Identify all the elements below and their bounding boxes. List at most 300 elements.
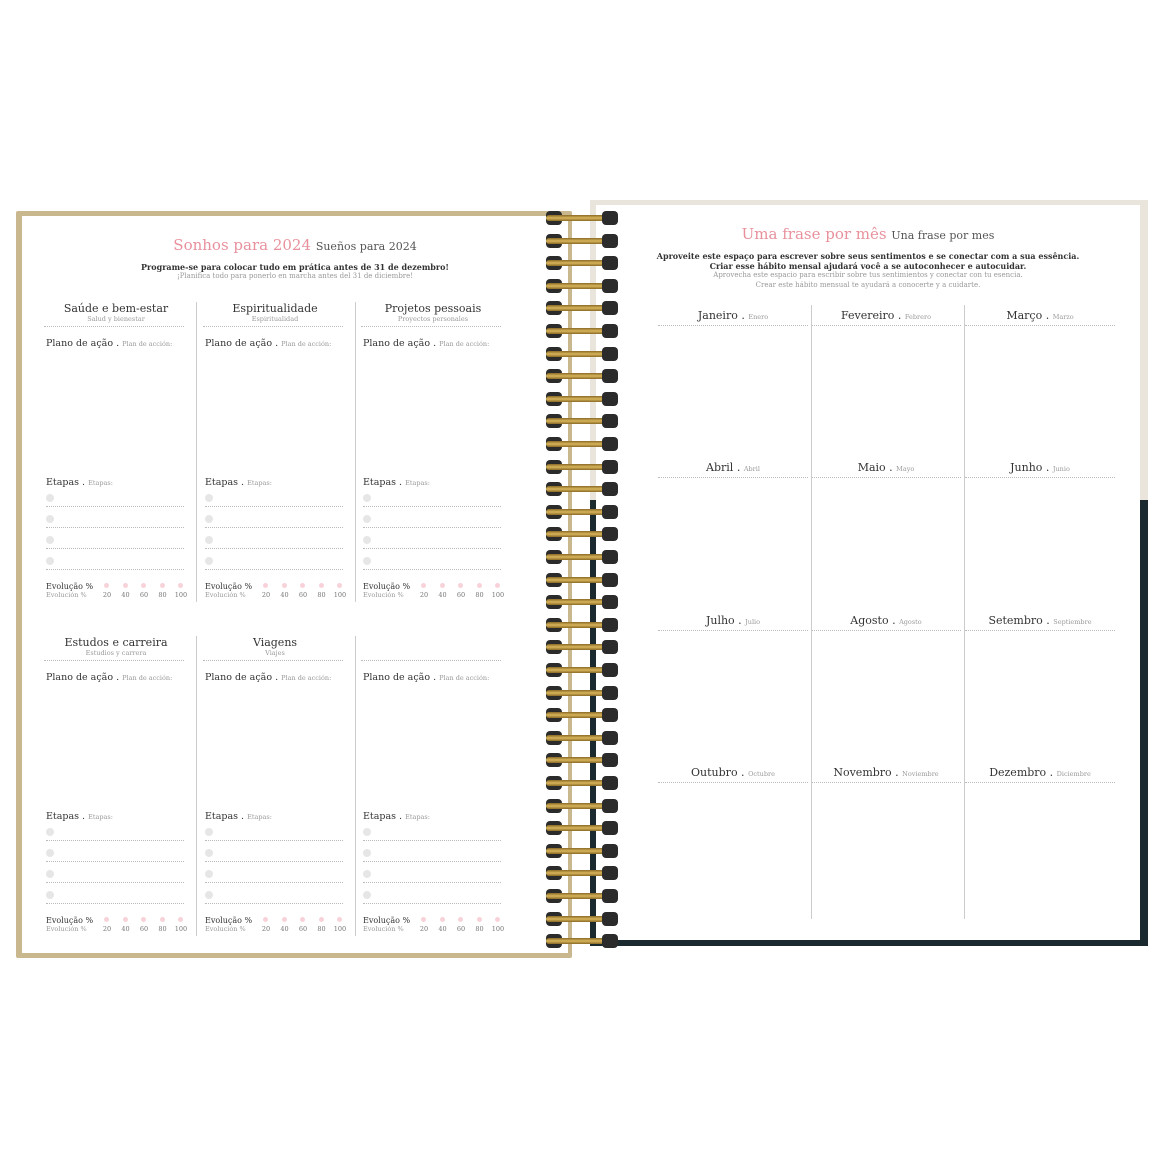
progress-dot[interactable] (282, 917, 287, 922)
step-checkbox-icon[interactable] (363, 494, 371, 502)
progress-dot[interactable] (141, 583, 146, 588)
evolution-label: Evolução % (46, 916, 94, 925)
coil-wire (546, 351, 606, 357)
goal-section (44, 302, 188, 602)
month-name: Setembro . (988, 614, 1050, 627)
percent-tick: 60 (139, 591, 149, 599)
progress-dot[interactable] (421, 583, 426, 588)
section-divider (44, 326, 184, 327)
step-checkbox-icon[interactable] (205, 891, 213, 899)
percent-tick: 20 (419, 925, 429, 933)
plan-label-es: Plan de acción: (439, 674, 490, 682)
steps-label-pt: Etapas . (46, 477, 86, 488)
step-row[interactable] (363, 534, 501, 549)
progress-dot[interactable] (104, 583, 109, 588)
column-divider (355, 636, 356, 936)
plan-label (46, 672, 172, 683)
spiral-coil (546, 775, 618, 791)
percent-tick: 20 (102, 925, 112, 933)
step-checkbox-icon[interactable] (363, 828, 371, 836)
coil-wire (546, 622, 606, 628)
progress-dot[interactable] (319, 583, 324, 588)
goal-section (203, 302, 347, 602)
coil-wire (546, 870, 606, 876)
step-row[interactable] (205, 534, 343, 549)
step-checkbox-icon[interactable] (205, 828, 213, 836)
column-divider (964, 305, 965, 919)
progress-dot[interactable] (300, 583, 305, 588)
percent-tick: 40 (438, 925, 447, 933)
month-name-es: Febrero (904, 313, 932, 321)
plan-label-es: Plan de acción: (439, 340, 490, 348)
spiral-coil (546, 572, 618, 588)
evolution-label-es: Evolución % (46, 925, 87, 933)
percent-tick: 60 (456, 591, 466, 599)
plan-label-pt: Plano de ação . (205, 672, 279, 683)
month-label (811, 309, 961, 322)
progress-dot[interactable] (263, 583, 268, 588)
progress-dot[interactable] (495, 917, 500, 922)
progress-dot[interactable] (458, 917, 463, 922)
month-divider (811, 325, 961, 326)
percent-tick: 80 (158, 591, 167, 599)
section-title: Viagens (252, 636, 298, 649)
coil-hole-right (602, 844, 618, 858)
step-row[interactable] (46, 826, 184, 841)
steps-label (46, 477, 113, 488)
step-checkbox-icon[interactable] (363, 515, 371, 523)
progress-dot[interactable] (477, 583, 482, 588)
month-divider (811, 782, 961, 783)
percent-tick: 20 (102, 591, 112, 599)
coil-hole-right (602, 234, 618, 248)
coil-wire (546, 509, 606, 515)
step-checkbox-icon[interactable] (363, 891, 371, 899)
intro-line-1: Aproveite este espaço para escrever sobre seus sentimentos e se conectar com a sua essência. (656, 251, 1080, 261)
progress-dot[interactable] (495, 583, 500, 588)
step-checkbox-icon[interactable] (205, 870, 213, 878)
progress-dot[interactable] (477, 917, 482, 922)
section-title: Saúde e bem-estar (63, 302, 169, 315)
month-divider (965, 477, 1115, 478)
coil-hole-right (602, 392, 618, 406)
coil-wire (546, 735, 606, 741)
steps-label-es: Etapas: (247, 813, 272, 821)
month-name: Julho . (705, 614, 742, 627)
step-row[interactable] (205, 513, 343, 528)
progress-dot[interactable] (300, 917, 305, 922)
coil-hole-right (602, 347, 618, 361)
coil-wire (546, 283, 606, 289)
spiral-coil (546, 865, 618, 881)
percent-tick: 80 (475, 591, 484, 599)
step-checkbox-icon[interactable] (46, 828, 54, 836)
coil-wire (546, 328, 606, 334)
month-name-es: Septiembre (1053, 618, 1092, 626)
intro-line-3: Aprovecha este espacio para escribir sobre tus sentimientos y conectar con tu esencia. (713, 271, 1023, 279)
page-title-left (22, 236, 568, 254)
section-title-es: Salud y bienestar (87, 315, 145, 323)
progress-dot[interactable] (123, 917, 128, 922)
progress-dot[interactable] (178, 917, 183, 922)
spiral-coil (546, 300, 618, 316)
plan-label-pt: Plano de ação . (205, 338, 279, 349)
month-name-es: Mayo (896, 465, 915, 473)
step-checkbox-icon[interactable] (46, 557, 54, 565)
coil-hole-right (602, 640, 618, 654)
plan-label-es: Plan de acción: (122, 674, 173, 682)
coil-hole-right (602, 437, 618, 451)
percent-tick: 100 (174, 591, 188, 599)
spiral-coil (546, 504, 618, 520)
progress-dot[interactable] (160, 583, 165, 588)
subtitle-es: ¡Planifica todo para ponerlo en marcha antes del 31 de diciembre! (176, 272, 414, 280)
spiral-coil (546, 820, 618, 836)
progress-dot[interactable] (319, 917, 324, 922)
evolution-label-es: Evolución % (205, 591, 246, 599)
spiral-coil (546, 707, 618, 723)
progress-dot[interactable] (160, 917, 165, 922)
title-es: Sueños para 2024 (315, 240, 417, 253)
evolution-label: Evolução % (46, 582, 94, 591)
steps-label-pt: Etapas . (205, 477, 245, 488)
coil-wire (546, 486, 606, 492)
coil-wire (546, 577, 606, 583)
step-row[interactable] (363, 513, 501, 528)
spiral-coil (546, 481, 618, 497)
plan-label-es: Plan de acción: (281, 674, 332, 682)
coil-wire (546, 893, 606, 899)
coil-hole-right (602, 889, 618, 903)
coil-wire (546, 644, 606, 650)
month-name: Março . (1006, 309, 1050, 322)
coil-wire (546, 441, 606, 447)
step-row[interactable] (46, 534, 184, 549)
month-name-es: Julio (745, 618, 761, 626)
step-row[interactable] (205, 492, 343, 507)
month-divider (658, 477, 808, 478)
section-divider (44, 660, 184, 661)
progress-dot[interactable] (458, 583, 463, 588)
spiral-coil (546, 391, 618, 407)
section-divider (203, 326, 343, 327)
spiral-coil (546, 888, 618, 904)
left-page (22, 216, 568, 953)
progress-dot[interactable] (178, 583, 183, 588)
section-divider (361, 326, 501, 327)
step-row[interactable] (205, 826, 343, 841)
step-checkbox-icon[interactable] (363, 870, 371, 878)
month-name: Abril . (706, 461, 741, 474)
coil-wire (546, 260, 606, 266)
step-checkbox-icon[interactable] (46, 849, 54, 857)
step-row[interactable] (205, 555, 343, 570)
steps-label (363, 811, 430, 822)
section-divider (361, 660, 501, 661)
spiral-coil (546, 911, 618, 927)
coil-wire (546, 825, 606, 831)
month-name-es: Octubre (748, 770, 775, 778)
coil-hole-right (602, 482, 618, 496)
spiral-coil (546, 278, 618, 294)
month-name-es: Agosto (899, 618, 922, 626)
column-divider (355, 302, 356, 602)
spiral-coil (546, 436, 618, 452)
spiral-coil (546, 752, 618, 768)
month-label (965, 766, 1115, 779)
month-name: Janeiro . (697, 309, 745, 322)
goal-section (203, 636, 347, 936)
step-row[interactable] (363, 889, 501, 904)
coil-wire (546, 554, 606, 560)
progress-dot[interactable] (104, 917, 109, 922)
month-name-es: Junio (1052, 465, 1070, 473)
steps-label-pt: Etapas . (205, 811, 245, 822)
section-title-es: Proyectos personales (397, 315, 469, 323)
step-row[interactable] (46, 555, 184, 570)
step-checkbox-icon[interactable] (363, 557, 371, 565)
goal-section (361, 636, 505, 936)
month-label (965, 309, 1115, 322)
steps-label-es: Etapas: (247, 479, 272, 487)
step-row[interactable] (46, 847, 184, 862)
coil-wire (546, 305, 606, 311)
section-divider (203, 660, 343, 661)
percent-tick: 40 (280, 591, 289, 599)
progress-dot[interactable] (123, 583, 128, 588)
spiral-coil (546, 843, 618, 859)
month-name-es: Marzo (1052, 313, 1074, 321)
steps-label (363, 477, 430, 488)
step-row[interactable] (363, 868, 501, 883)
month-name: Agosto . (850, 614, 896, 627)
progress-dot[interactable] (263, 917, 268, 922)
column-divider (196, 636, 197, 936)
month-label (965, 461, 1115, 474)
coil-hole-right (602, 663, 618, 677)
coil-hole-right (602, 573, 618, 587)
month-divider (811, 477, 961, 478)
steps-label (205, 811, 272, 822)
steps-label (205, 477, 272, 488)
coil-hole-right (602, 324, 618, 338)
percent-tick: 60 (298, 591, 308, 599)
coil-wire (546, 464, 606, 470)
month-name: Junho . (1010, 461, 1050, 474)
coil-hole-right (602, 686, 618, 700)
step-row[interactable] (205, 847, 343, 862)
plan-label-pt: Plano de ação . (363, 338, 437, 349)
month-name-es: Noviembre (902, 770, 939, 778)
section-title-es: Viajes (265, 649, 285, 657)
step-row[interactable] (46, 868, 184, 883)
month-label (811, 766, 961, 779)
spiral-coil (546, 255, 618, 271)
step-checkbox-icon[interactable] (46, 494, 54, 502)
plan-label-es: Plan de acción: (281, 340, 332, 348)
coil-hole-right (602, 799, 618, 813)
coil-hole-right (602, 731, 618, 745)
spiral-coil (546, 798, 618, 814)
percent-tick: 80 (317, 925, 326, 933)
coil-wire (546, 938, 606, 944)
spiral-coil (546, 210, 618, 226)
coil-wire (546, 418, 606, 424)
intro-line-4: Crear este hábito mensual te ayudará a conocerte y a cuidarte. (755, 281, 981, 289)
progress-dot[interactable] (337, 583, 342, 588)
step-checkbox-icon[interactable] (363, 849, 371, 857)
coil-hole-right (602, 460, 618, 474)
step-row[interactable] (46, 513, 184, 528)
steps-label-es: Etapas: (405, 813, 430, 821)
step-checkbox-icon[interactable] (46, 536, 54, 544)
step-checkbox-icon[interactable] (46, 870, 54, 878)
percent-tick: 100 (333, 591, 347, 599)
percent-tick: 60 (456, 925, 466, 933)
steps-label-pt: Etapas . (363, 811, 403, 822)
coil-wire (546, 238, 606, 244)
coil-hole-right (602, 301, 618, 315)
step-checkbox-icon[interactable] (205, 849, 213, 857)
progress-dot[interactable] (141, 917, 146, 922)
coil-hole-right (602, 866, 618, 880)
evolution-label-es: Evolución % (205, 925, 246, 933)
month-label (658, 461, 808, 474)
percent-tick: 20 (261, 925, 271, 933)
progress-dot[interactable] (440, 583, 445, 588)
spiral-coil (546, 323, 618, 339)
step-row[interactable] (205, 868, 343, 883)
percent-tick: 80 (317, 591, 326, 599)
evolution-label: Evolução % (363, 582, 411, 591)
step-checkbox-icon[interactable] (205, 494, 213, 502)
coil-wire (546, 690, 606, 696)
step-row[interactable] (363, 847, 501, 862)
progress-dot[interactable] (421, 917, 426, 922)
coil-hole-right (602, 618, 618, 632)
page-title-right (596, 225, 1140, 243)
plan-label-pt: Plano de ação . (46, 672, 120, 683)
coil-wire (546, 916, 606, 922)
coil-hole-right (602, 934, 618, 948)
section-title-es: Estudios y carrera (85, 649, 147, 657)
step-row[interactable] (46, 889, 184, 904)
spiral-coil (546, 730, 618, 746)
evolution-label: Evolução % (205, 916, 253, 925)
step-checkbox-icon[interactable] (46, 891, 54, 899)
coil-hole-right (602, 414, 618, 428)
step-row[interactable] (363, 555, 501, 570)
percent-tick: 40 (121, 591, 130, 599)
month-name: Maio . (857, 461, 893, 474)
percent-tick: 40 (121, 925, 130, 933)
month-divider (965, 325, 1115, 326)
month-divider (965, 630, 1115, 631)
section-title-es: Espiritualidad (251, 315, 299, 323)
coil-wire (546, 757, 606, 763)
coil-wire (546, 215, 606, 221)
step-checkbox-icon[interactable] (205, 557, 213, 565)
month-name: Dezembro . (989, 766, 1054, 779)
steps-label (46, 811, 113, 822)
plan-label (205, 672, 331, 683)
plan-label (363, 338, 489, 349)
progress-dot[interactable] (440, 917, 445, 922)
coil-hole-right (602, 211, 618, 225)
coil-hole-right (602, 369, 618, 383)
month-name: Fevereiro . (840, 309, 902, 322)
coil-hole-right (602, 776, 618, 790)
month-divider (811, 630, 961, 631)
percent-tick: 60 (139, 925, 149, 933)
step-checkbox-icon[interactable] (46, 515, 54, 523)
coil-wire (546, 780, 606, 786)
month-name: Outubro . (691, 766, 745, 779)
intro-line-2: Criar esse hábito mensal ajudará você a se autoconhecer e autocuidar. (709, 261, 1027, 271)
spiral-coil (546, 594, 618, 610)
plan-label (46, 338, 172, 349)
month-divider (965, 782, 1115, 783)
coil-wire (546, 531, 606, 537)
percent-tick: 100 (491, 591, 505, 599)
step-checkbox-icon[interactable] (363, 536, 371, 544)
coil-hole-right (602, 912, 618, 926)
step-row[interactable] (205, 889, 343, 904)
month-divider (658, 630, 808, 631)
coil-hole-right (602, 708, 618, 722)
plan-label (363, 672, 489, 683)
step-row[interactable] (46, 492, 184, 507)
section-title: Projetos pessoais (384, 302, 482, 315)
percent-tick: 100 (174, 925, 188, 933)
step-checkbox-icon[interactable] (205, 515, 213, 523)
title-pt: Uma frase por mês (741, 225, 887, 243)
month-label (965, 614, 1115, 627)
month-name: Novembro . (833, 766, 899, 779)
progress-dot[interactable] (282, 583, 287, 588)
coil-hole-right (602, 550, 618, 564)
coil-hole-right (602, 256, 618, 270)
percent-tick: 40 (438, 591, 447, 599)
spiral-coil (546, 526, 618, 542)
section-title: Espiritualidade (232, 302, 318, 315)
percent-tick: 20 (419, 591, 429, 599)
coil-wire (546, 599, 606, 605)
percent-tick: 20 (261, 591, 271, 599)
evolution-label-es: Evolución % (46, 591, 87, 599)
spiral-coil (546, 459, 618, 475)
step-checkbox-icon[interactable] (205, 536, 213, 544)
column-divider (811, 305, 812, 919)
step-row[interactable] (363, 826, 501, 841)
evolution-label: Evolução % (363, 916, 411, 925)
plan-label-pt: Plano de ação . (363, 672, 437, 683)
coil-hole-right (602, 753, 618, 767)
month-name-es: Diciembre (1056, 770, 1091, 778)
coil-wire (546, 848, 606, 854)
title-es: Una frase por mes (891, 229, 995, 242)
spiral-coil (546, 662, 618, 678)
percent-tick: 80 (475, 925, 484, 933)
progress-dot[interactable] (337, 917, 342, 922)
step-row[interactable] (363, 492, 501, 507)
steps-label-pt: Etapas . (46, 811, 86, 822)
subtitle-pt: Programe-se para colocar tudo em prática antes de 31 de dezembro! (141, 262, 449, 272)
month-name-es: Enero (748, 313, 769, 321)
column-divider (196, 302, 197, 602)
month-label (811, 614, 961, 627)
coil-hole-right (602, 821, 618, 835)
